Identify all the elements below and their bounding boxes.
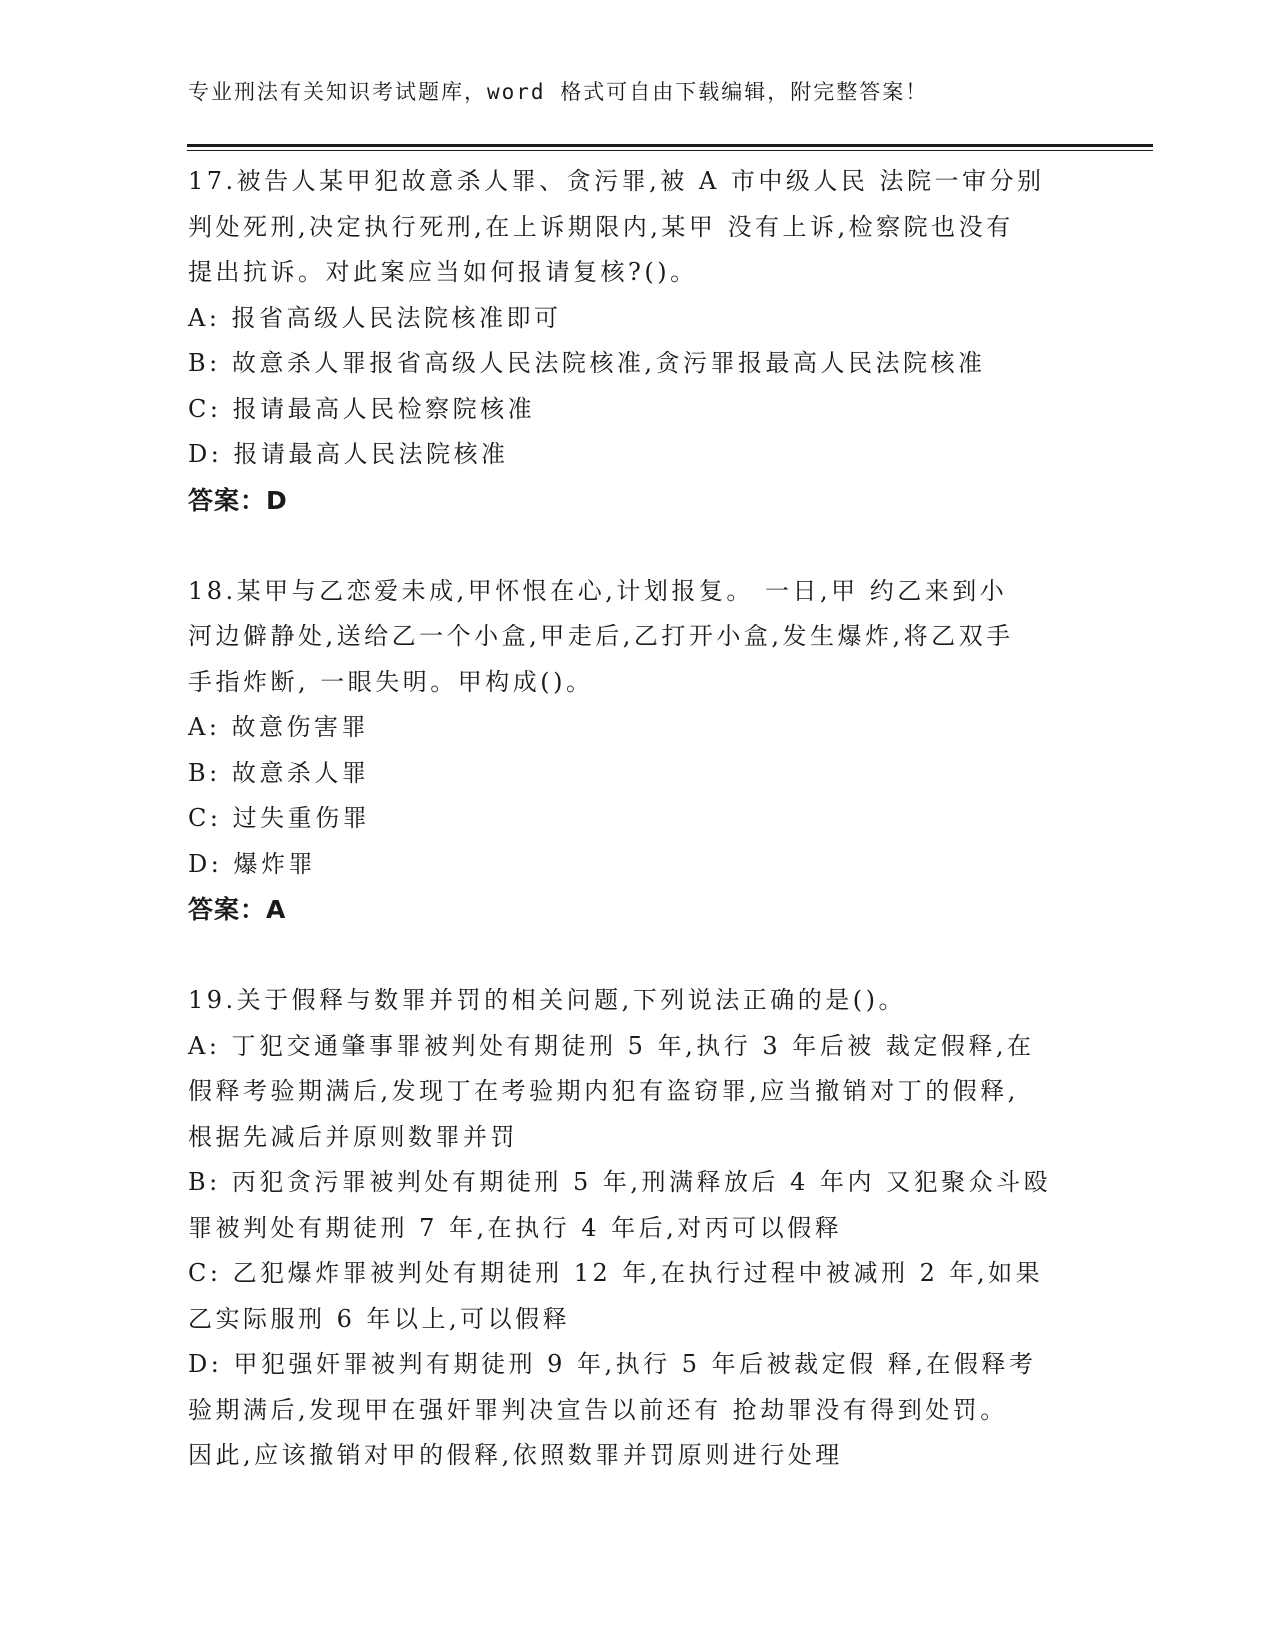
option-a-continued: 根据先减后并原则数罪并罚 [188, 1122, 518, 1151]
answer-label: 答案：D [188, 485, 288, 515]
question-18 [188, 569, 1088, 933]
option-a-continued: 假释考验期满后,发现丁在考验期内犯有盗窃罪,应当撤销对丁的假释, [188, 1077, 1019, 1105]
option-b-continued: 罪被判处有期徒刑 7 年,在执行 4 年后,对丙可以假释 [188, 1213, 843, 1242]
option-c-continued: 乙实际服刑 6 年以上,可以假释 [188, 1304, 571, 1333]
option-d-continued: 验期满后,发现甲在强奸罪判决宣告以前还有 抢劫罪没有得到处罚。 [188, 1395, 1008, 1424]
option-a: A: 故意伤害罪 [188, 713, 370, 741]
option-c: C: 报请最高人民检察院核准 [188, 394, 536, 423]
answer-label: 答案：A [188, 895, 287, 924]
question-stem-line: 提出抗诉。对此案应当如何报请复核?()。 [188, 258, 698, 286]
header-note: 专业刑法有关知识考试题库，word 格式可自由下载编辑，附完整答案！ [188, 80, 929, 104]
option-c: C: 乙犯爆炸罪被判处有期徒刑 12 年,在执行过程中被减刑 2 年,如果 [188, 1259, 1044, 1287]
option-b: B: 故意杀人罪 [188, 758, 370, 787]
option-d-continued: 因此,应该撤销对甲的假释,依照数罪并罚原则进行处理 [188, 1441, 843, 1469]
option-d: D: 报请最高人民法院核准 [188, 440, 509, 468]
option-b: B: 故意杀人罪报省高级人民法院核准,贪污罪报最高人民法院核准 [188, 349, 986, 377]
question-spacer [188, 933, 1088, 979]
question-17 [188, 159, 1088, 523]
option-a: A: 报省高级人民法院核准即可 [188, 303, 562, 332]
question-stem-line: 河边僻静处,送给乙一个小盒,甲走后,乙打开小盒,发生爆炸,将乙双手 [188, 622, 1014, 650]
question-stem-line: 18.某甲与乙恋爱未成,甲怀恨在心,计划报复。 一日,甲 约乙来到小 [188, 576, 1008, 605]
question-spacer [188, 523, 1088, 569]
option-d: D: 爆炸罪 [188, 849, 316, 878]
option-d: D: 甲犯强奸罪被判有期徒刑 9 年,执行 5 年后被裁定假 释,在假释考 [188, 1350, 1037, 1378]
question-stem-line: 19.关于假释与数罪并罚的相关问题,下列说法正确的是()。 [188, 986, 907, 1014]
question-stem-line: 17.被告人某甲犯故意杀人罪、贪污罪,被 A 市中级人民 法院一审分别 [188, 167, 1045, 195]
question-stem-line: 判处死刑,决定执行死刑,在上诉期限内,某甲 没有上诉,检察院也没有 [188, 212, 1014, 241]
option-c: C: 过失重伤罪 [188, 804, 371, 832]
header-rule-thick [187, 144, 1153, 147]
question-stem-line: 手指炸断, 一眼失明。甲构成()。 [188, 667, 594, 696]
question-list [188, 159, 1088, 1479]
option-a: A: 丁犯交通肇事罪被判处有期徒刑 5 年,执行 3 年后被 裁定假释,在 [188, 1031, 1035, 1060]
header-rule-thin [187, 150, 1153, 151]
question-19 [188, 978, 1088, 1479]
option-b: B: 丙犯贪污罪被判处有期徒刑 5 年,刑满释放后 4 年内 又犯聚众斗殴 [188, 1168, 1052, 1196]
